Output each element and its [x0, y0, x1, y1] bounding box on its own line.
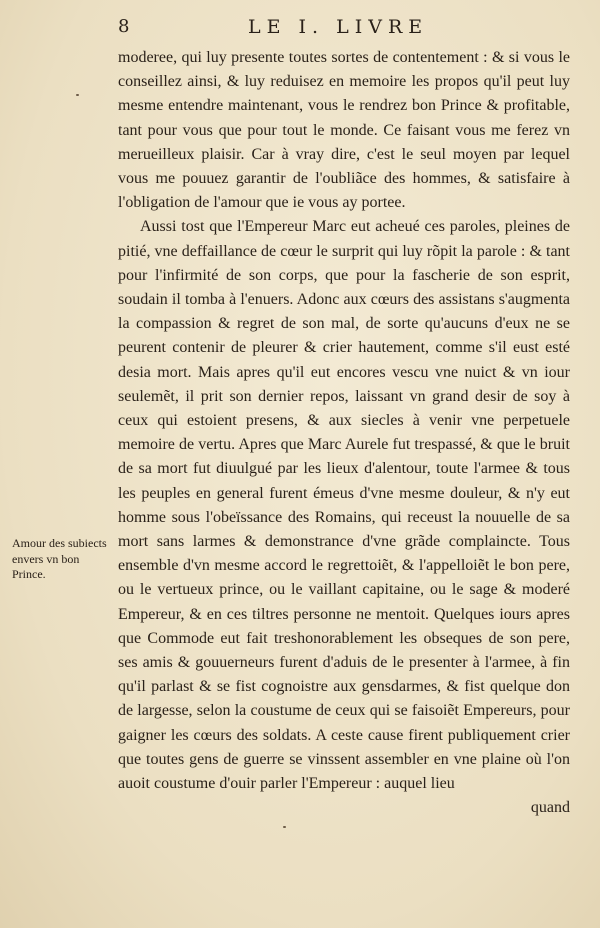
- paragraph-1: moderee, qui luy presente toutes sortes de contentement : & si vous le conseillez ainsi, & luy reduisez en memoire les propos qu'il peut luy mesme entendre maintenant, vous le rendrez bon Prince & profitable, tant pour vous que pour tout le monde. Ce faisant vous me ferez vn merueilleux plaisir. Car à vray dire, c'est le seul moyen par lequel vous me pouuez garantir de l'oubliãce des hommes, & satisfaire à l'obligation de l'amour que ie vous ay portee.: [118, 49, 570, 212]
- page-number: 8: [118, 16, 131, 37]
- ink-speck: [283, 826, 286, 828]
- body-text: [118, 46, 570, 821]
- catchword: quand: [530, 799, 570, 817]
- margin-note: Amour des subiects envers vn bon Prince.: [12, 536, 107, 581]
- page-header: [118, 16, 568, 42]
- ink-speck: [76, 94, 79, 96]
- paragraph-2: Aussi tost que l'Empereur Marc eut acheué ces paroles, pleines de pitié, vne deffaillance de cœur le surprit qui luy rõpit la parole : & tant pour l'infirmité de son corps, que pour la fascherie de son esprit, soudain il tomba à l'enuers. Adonc aux cœurs des assistans s'augmenta la compassion & regret de son mal, de sorte qu'aucuns d'eux ne se peurent contenir de pleurer & crier hautement, comme s'il eust esté desia mort. Mais apres qu'il eut encores vescu vne nuict & vn iour seulemẽt, il prit son dernier repos, laissant vn grand desir de soy à ceux qui estoient presens, & aux siecles à venir vne perpetuele memoire de vertu. Apres que Marc Aurele fut trespassé, & que le bruit de sa mort fut diuulgué par les lieux d'alentour, toute l'armee & tous les peuples en general furent émeus d'vne mesme douleur, & n'y eut homme sous l'obeïssance des Romains, qui receust la nouuelle de sa mort sans larmes & demonstrance d'vne grãde complaincte. Tous ensemble d'vn mesme accord le regrettoiẽt, & l'appelloiẽt le bon pere, ou le vertueux prince, ou le vaillant capitaine, ou le sage & moderé Empereur, & en ces tiltres personne ne mentoit. Quelques iours apres que Commode eut fait treshonorablement les obseques de son pere, ses amis & gouuerneurs furent d'aduis de le presenter à l'armee, à fin qu'il parlast & se fist cognoistre aux gensdarmes, & fist quelque don de largesse, selon la coustume de ceux qui se faisoiẽt Empereurs, pour gaigner les cœurs des soldats. A ceste cause firent publiquement crier que toutes gens de guerre se vinssent assembler en vne plaine où l'on auoit coustume d'ouir parler l'Empereur : auquel lieu: [118, 218, 570, 793]
- running-head: LE I. LIVRE: [248, 16, 429, 38]
